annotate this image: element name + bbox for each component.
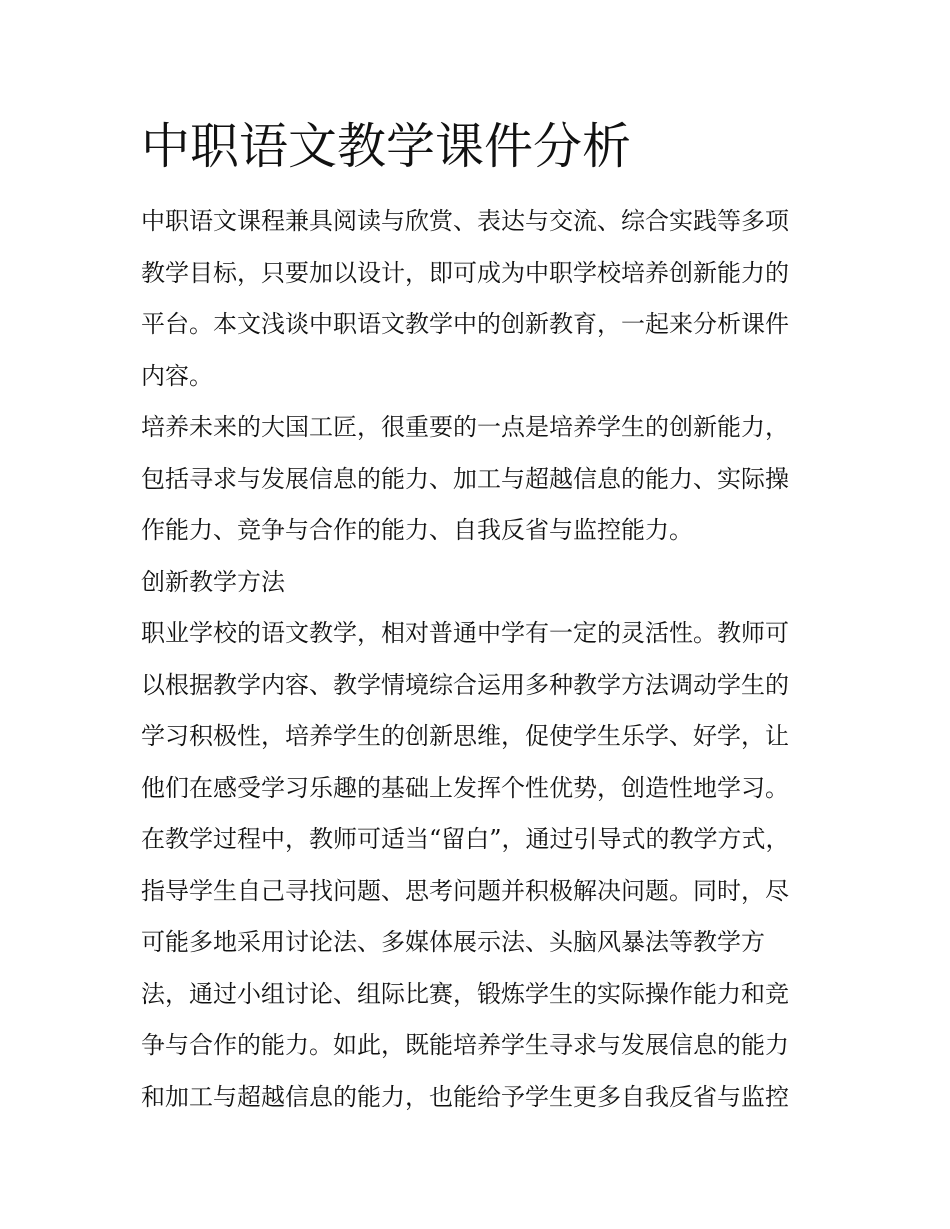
- text-line: 教学目标，只要加以设计，即可成为中职学校培养创新能力的: [141, 258, 789, 287]
- document-title: 中职语文教学课件分析: [141, 118, 632, 175]
- text-line: 包括寻求与发展信息的能力、加工与超越信息的能力、实际操: [141, 464, 789, 493]
- text-line: 学习积极性，培养学生的创新思维，促使学生乐学、好学，让: [141, 722, 789, 750]
- text-line: 他们在感受学习乐趣的基础上发挥个性优势，创造性地学习。: [141, 773, 789, 802]
- text-line: 培养未来的大国工匠，很重要的一点是培养学生的创新能力，: [141, 413, 789, 441]
- text-line: 法，通过小组讨论、组际比赛，锻炼学生的实际操作能力和竞: [141, 979, 789, 1008]
- document-body: [141, 196, 813, 1123]
- section-heading: 创新教学方法: [141, 567, 285, 596]
- text-line: 职业学校的语文教学，相对普通中学有一定的灵活性。教师可: [141, 619, 789, 647]
- text-line: 可能多地采用讨论法、多媒体展示法、头脑风暴法等教学方: [141, 928, 765, 956]
- text-line: 作能力、竞争与合作的能力、自我反省与监控能力。: [141, 516, 693, 544]
- text-line: 指导学生自己寻找问题、思考问题并积极解决问题。同时，尽: [141, 876, 789, 905]
- text-line: 内容。: [141, 361, 213, 390]
- text-line: 平台。本文浅谈中职语文教学中的创新教育，一起来分析课件: [141, 310, 789, 338]
- text-line: 以根据教学内容、教学情境综合运用多种教学方法调动学生的: [141, 670, 789, 699]
- text-line: 中职语文课程兼具阅读与欣赏、表达与交流、综合实践等多项: [141, 207, 789, 235]
- text-line: 争与合作的能力。如此，既能培养学生寻求与发展信息的能力: [141, 1031, 789, 1059]
- text-line: 和加工与超越信息的能力，也能给予学生更多自我反省与监控: [141, 1082, 789, 1111]
- text-line: 在教学过程中，教师可适当“留白”，通过引导式的教学方式，: [141, 825, 790, 853]
